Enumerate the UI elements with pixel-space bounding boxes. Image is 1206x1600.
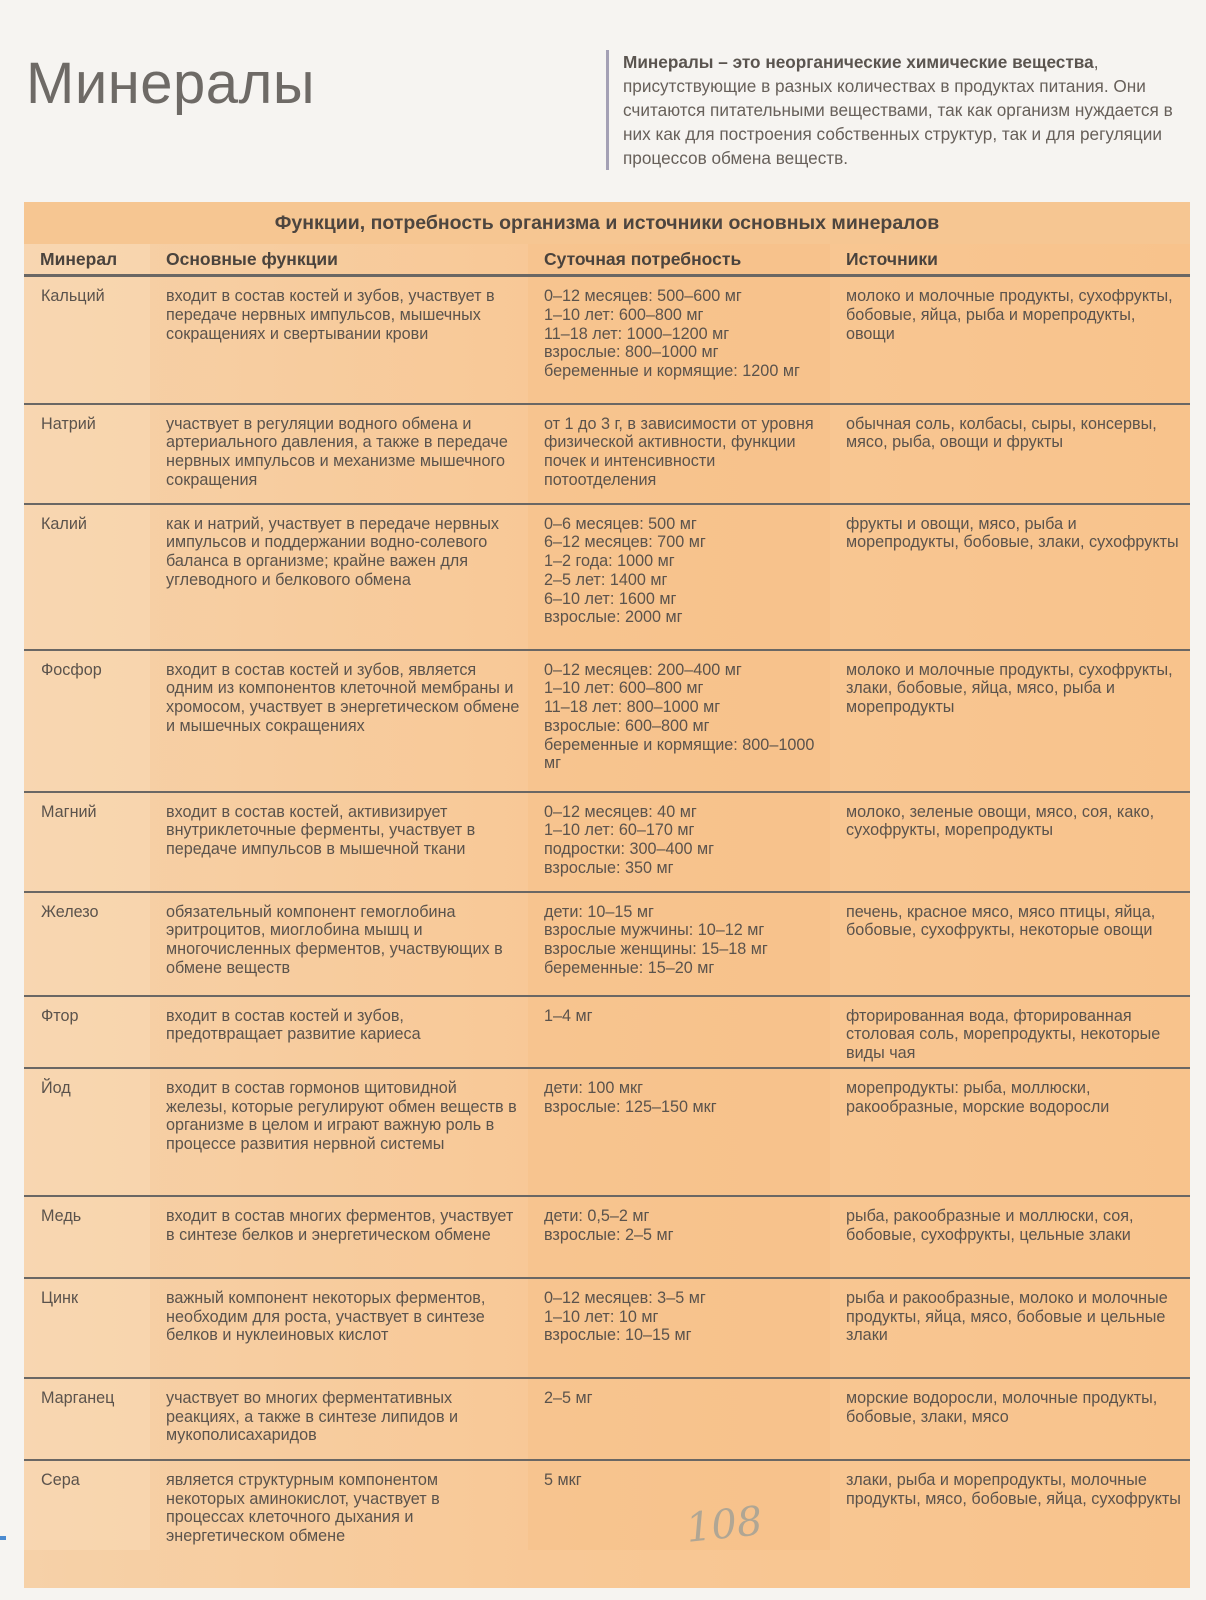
need-line: 2–5 мг [544,1388,593,1407]
cell-sources: молоко, зеленые овощи, мясо, соя, како, сухофрукты, морепродукты [830,792,1190,892]
intro-paragraph [606,50,1203,170]
need-line: беременные: 15–20 мг [544,958,715,977]
need-line: 5 мкг [544,1470,582,1489]
need-line: 6–10 лет: 1600 мг [544,589,677,608]
cell-functions: участвует в регуляции водного обмена и артериального давления, а также в передаче нервных импульсов и механизме мышечного сокращения [150,404,528,504]
table-row [24,1196,1190,1278]
cell-mineral: Сера [24,1460,150,1550]
cell-functions: важный компонент некоторых ферментов, необходим для роста, участвует в синтезе белков и нуклеиновых кислот [150,1278,528,1378]
header-daily-need: Суточная потребность [528,244,830,276]
page-number: 108 [683,1498,765,1552]
cell-functions: входит в состав гормонов щитовидной железы, которые регулируют обмен веществ в организме в целом и играют важную роль в процессе развития нервной системы [150,1068,528,1196]
cell-mineral: Марганец [24,1378,150,1460]
need-line: 0–12 месяцев: 500–600 мг [544,287,742,305]
cell-functions: входит в состав многих ферментов, участвует в синтезе белков и энергетическом обмене [150,1196,528,1278]
table-row [24,276,1190,404]
table-row [24,792,1190,892]
cell-daily-need [528,892,830,996]
table-row [24,1460,1190,1550]
need-line: взрослые: 2–5 мг [544,1225,674,1244]
header-functions: Основные функции [150,244,528,276]
need-line: 0–12 месяцев: 40 мг [544,802,697,821]
cell-mineral: Магний [24,792,150,892]
intro-bold-lead: Минералы – это неорганические химические вещества [623,52,1094,72]
need-line: 1–10 лет: 600–800 мг [544,305,704,324]
need-line: 0–6 месяцев: 500 мг [544,514,697,533]
cell-mineral: Железо [24,892,150,996]
cell-functions: входит в состав костей и зубов, участвует в передаче нервных импульсов, мышечных сокращениях и свертывании крови [150,276,528,404]
cell-daily-need [528,1378,830,1460]
need-line: беременные и кормящие: 1200 мг [544,362,800,381]
header-sources: Источники [830,244,1190,276]
need-line: взрослые: 125–150 мкг [544,1097,717,1116]
need-line: 0–12 месяцев: 3–5 мг [544,1288,706,1307]
need-line: взрослые женщины: 15–18 мг [544,940,768,959]
cell-daily-need [528,276,830,404]
cell-sources: фторированная вода, фторированная столовая соль, морепродукты, некоторые виды чая [830,996,1190,1068]
cell-daily-need [528,504,830,650]
cell-mineral: Натрий [24,404,150,504]
cell-sources: фрукты и овощи, мясо, рыба и морепродукты, бобовые, злаки, сухофрукты [830,504,1190,650]
cell-daily-need [528,1196,830,1278]
cell-daily-need [528,1278,830,1378]
cell-sources: печень, красное мясо, мясо птицы, яйца, бобовые, сухофрукты, некоторые овощи [830,892,1190,996]
header-row [24,244,1190,276]
cell-sources: рыба, ракообразные и моллюски, соя, бобовые, сухофрукты, цельные злаки [830,1196,1190,1278]
table-row [24,1378,1190,1460]
cell-mineral: Фтор [24,996,150,1068]
cell-daily-need [528,1068,830,1196]
need-line: 1–10 лет: 10 мг [544,1307,659,1326]
cell-mineral: Йод [24,1068,150,1196]
table-row [24,404,1190,504]
need-line: 1–4 мг [544,1006,593,1025]
cell-sources: морские водоросли, молочные продукты, бобовые, злаки, мясо [830,1378,1190,1460]
need-line: 6–12 месяцев: 700 мг [544,533,706,552]
need-line: взрослые: 10–15 мг [544,1326,692,1345]
need-line: взрослые: 2000 мг [544,608,683,627]
cell-sources: молоко и молочные продукты, сухофрукты, злаки, бобовые, яйца, мясо, рыба и морепродукты [830,650,1190,792]
intro-text: , присутствующие в разных количествах в продуктах питания. Они считаются питательными веществами, так как организм нуждается в них как для построения собственных структур, так и для регуляции процессов обмена веществ. [623,52,1173,168]
cell-mineral: Калий [24,504,150,650]
need-line: взрослые: 800–1000 мг [544,343,719,362]
need-line: 11–18 лет: 800–1000 мг [544,698,721,717]
minerals-grid [24,244,1190,1550]
table-row [24,1068,1190,1196]
cell-mineral: Медь [24,1196,150,1278]
header-mineral: Минерал [24,244,150,276]
cell-sources: обычная соль, колбасы, сыры, консервы, мясо, рыба, овощи и фрукты [830,404,1190,504]
cell-daily-need [528,404,830,504]
cell-mineral: Кальций [24,276,150,404]
need-line: подростки: 300–400 мг [544,840,715,859]
cell-sources: морепродукты: рыба, моллюски, ракообразные, морские водоросли [830,1068,1190,1196]
table-row [24,650,1190,792]
page-title: Минералы [26,51,316,116]
cell-mineral: Фосфор [24,650,150,792]
cell-daily-need [528,792,830,892]
need-line: взрослые: 350 мг [544,858,674,877]
cell-functions: является структурным компонентом некоторых аминокислот, участвует в процессах клеточного дыхания и энергетическом обмене [166,1470,440,1546]
cell-functions: входит в состав костей и зубов, предотвращает развитие кариеса [150,996,528,1068]
cell-sources: молоко и молочные продукты, сухофрукты, бобовые, яйца, рыба и морепродукты, овощи [830,276,1190,404]
cell-daily-need [528,650,830,792]
need-line: беременные и кормящие: 800–1000 мг [544,735,815,773]
need-line: 1–10 лет: 600–800 мг [544,679,704,698]
cell-daily-need [528,996,830,1068]
need-line: 11–18 лет: 1000–1200 мг [544,324,730,343]
need-line: взрослые: 600–800 мг [544,716,710,735]
need-line: 1–2 года: 1000 мг [544,552,675,571]
cell-functions: как и натрий, участвует в передаче нервных импульсов и поддержании водно-солевого баланса в организме; крайне важен для углеводного и белкового обмена [150,504,528,650]
cell-sources: злаки, рыба и морепродукты, молочные продукты, мясо, бобовые, яйца, сухофрукты [846,1470,1181,1508]
cell-functions: обязательный компонент гемоглобина эритроцитов, миоглобина мышц и многочисленных ферментов, участвующих в обмене веществ [150,892,528,996]
cell-functions: входит в состав костей и зубов, является одним из компонентов клеточной мембраны и хромосом, участвует в энергетическом обмене и мышечных сокращениях [150,650,528,792]
edge-mark [0,1536,6,1540]
table-row [24,996,1190,1068]
cell-functions: входит в состав костей, активизирует внутриклеточные ферменты, участвует в передаче импульсов в мышечной ткани [150,792,528,892]
need-line: дети: 0,5–2 мг [544,1206,650,1225]
need-line: 2–5 лет: 1400 мг [544,570,668,589]
need-line: 1–10 лет: 60–170 мг [544,821,695,840]
need-line: дети: 100 мкг [544,1078,643,1097]
table-row [24,504,1190,650]
need-line: взрослые мужчины: 10–12 мг [544,921,765,940]
minerals-table [24,202,1190,1588]
cell-daily-need [528,1460,830,1550]
cell-sources: рыба и ракообразные, молоко и молочные продукты, яйца, мясо, бобовые и цельные злаки [830,1278,1190,1378]
table-title: Функции, потребность организма и источники основных минералов [24,202,1190,244]
need-line: 0–12 месяцев: 200–400 мг [544,660,742,679]
cell-mineral: Цинк [24,1278,150,1378]
cell-functions: участвует во многих ферментативных реакциях, а также в синтезе липидов и мукополисахаридов [150,1378,528,1460]
table-row [24,1278,1190,1378]
table-row [24,892,1190,996]
need-line: от 1 до 3 г, в зависимости от уровня физической активности, функции почек и интенсивности потоотделения [544,414,814,489]
need-line: дети: 10–15 мг [544,902,654,921]
